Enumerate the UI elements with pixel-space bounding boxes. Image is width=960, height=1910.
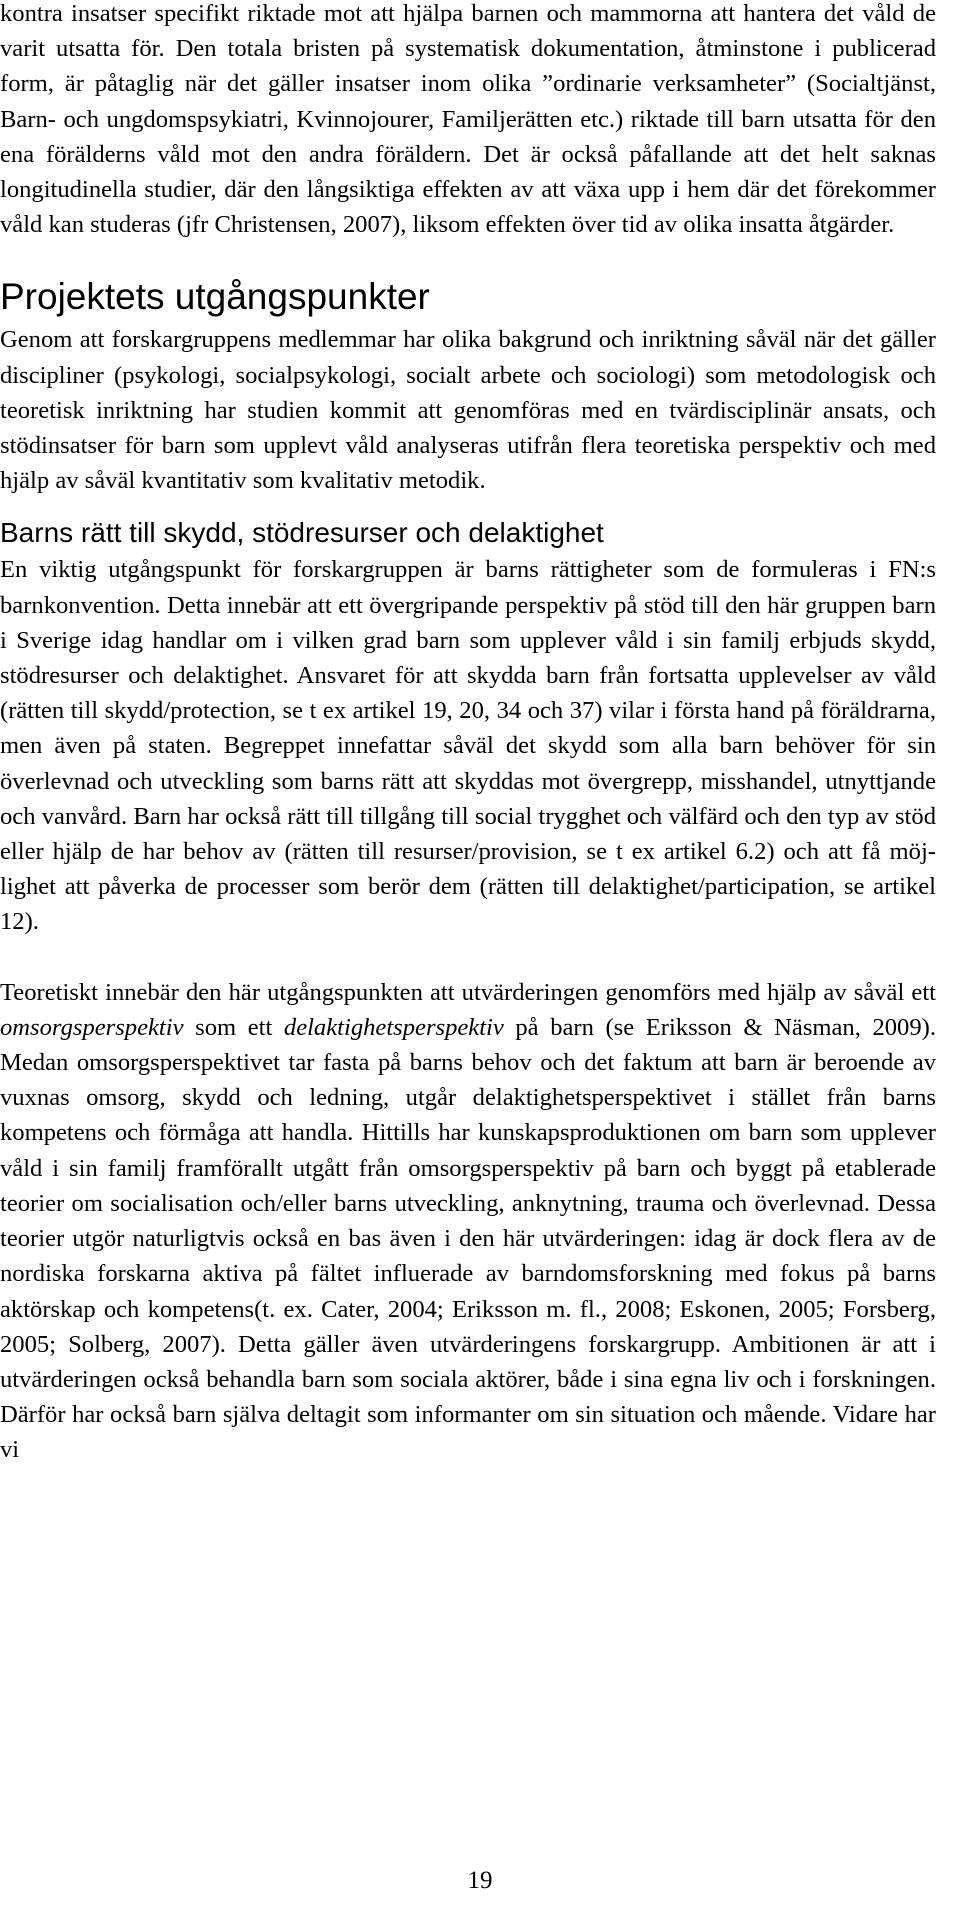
body-paragraph xyxy=(0,975,936,1468)
text-run: på barn (se Eriksson & Näsman, 2009). Medan omsorgsperspektivet tar fasta på barns behov och det faktum att barn är beroende av vuxnas omsorg, skydd och ledning, utgår delaktighetsperspektivet i stället från barns kompetens och förmåga att handla. Hittills har kunskapsproduktionen om barn som upplever våld i sin familj framförallt utgått från omsorgsperspektiv på barn och byggt på etablerade teorier om socialisation och/eller barns utveckling, anknytning, trauma och överlevnad. Dessa teorier utgör naturligtvis också en bas även i den här utvärderingen: idag är dock flera av de nordiska forskarna aktiva på fältet influerade av barndomsforskning med fokus på barns aktörskap och kompetens(t. ex. Cater, 2004; Eriksson m. fl., 2008; Eskonen, 2005; Forsberg, 2005; Solberg, 2007). Detta gäller även utvärderingens forskargrupp. Ambitionen är att i utvärderingen också behandla barn som sociala aktörer, både i sina egna liv och i forskningen. Därför har också barn själva deltagit som informanter om sin situation och mående. Vidare har vi xyxy=(0,1013,936,1464)
body-paragraph: En viktig utgångspunkt för forskargruppen är barns rättigheter som de formuleras i FN:s barnkonvention. Detta innebär att ett övergripande perspektiv på stöd till den här gruppen barn i Sverige idag handlar om i vilken grad barn som upplever våld i sin familj erbjuds skydd, stödresurser och delaktighet. Ansvaret för att skydda barn från fortsatta upplevelser av våld (rätten till skydd/protection, se t ex artikel 19, 20, 34 och 37) vilar i första hand på föräldrarna, men även på staten. Begreppet innefattar såväl det skydd som alla barn behöver för sin överlevnad och utveckling som barns rätt att skyddas mot övergrepp, misshandel, utnyttjande och vanvård. Barn har också rätt till tillgång till social trygghet och välfärd och den typ av stöd eller hjälp de har behov av (rätten till resurser/provision, se t ex artikel 6.2) och att få möjlighet att påverka de processer som berör dem (rätten till delaktighet/participation, se artikel 12). xyxy=(0,556,936,936)
emphasis-term: omsorgsperspektiv xyxy=(0,1013,184,1041)
text-run: Teoretiskt innebär den här utgångspunkten att utvärderingen genomförs med hjälp av såväl ett xyxy=(0,978,936,1006)
subsection-heading: Barns rätt till skydd, stödresurser och delaktighet xyxy=(0,517,604,549)
emphasis-term: delaktighetsperspektiv xyxy=(283,1013,504,1041)
text-run: som ett xyxy=(183,1013,284,1041)
section-heading: Projektets utgångspunkter xyxy=(0,276,430,318)
page-number: 19 xyxy=(467,1867,493,1894)
body-paragraph: kontra insatser specifikt riktade mot att hjälpa barnen och mammorna att hantera det våld de varit utsatta för. Den totala bristen på systematisk dokumentation, åtminstone i publicerad form, är påtaglig när det gäller insatser inom olika ”ordinarie verksamheter” (Socialtjänst, Barn- och ungdomspsykiatri, Kvinnojourer, Familjerätten etc.) riktade till barn utsatta för den ena förälderns våld mot den andra föräldern. Det är också påfallande att det helt saknas longitudinella studier, där den långsiktiga effekten av att växa upp i hem där det förekommer våld kan studeras (jfr Christensen, 2007), liksom effekten över tid av olika insatta åtgärder. xyxy=(0,0,936,239)
body-paragraph: Genom att forskargruppens medlemmar har olika bakgrund och inriktning såväl när det gäller discipliner (psykologi, socialpsykologi, socialt arbete och sociologi) som metodologisk och teoretisk inriktning har studien kommit att genomföras med en tvärdisciplinär ansats, och stödinsatser för barn som upplevt våld analyseras utifrån flera teoretiska perspektiv och med hjälp av såväl kvantitativ som kvalitativ metodik. xyxy=(0,326,936,495)
